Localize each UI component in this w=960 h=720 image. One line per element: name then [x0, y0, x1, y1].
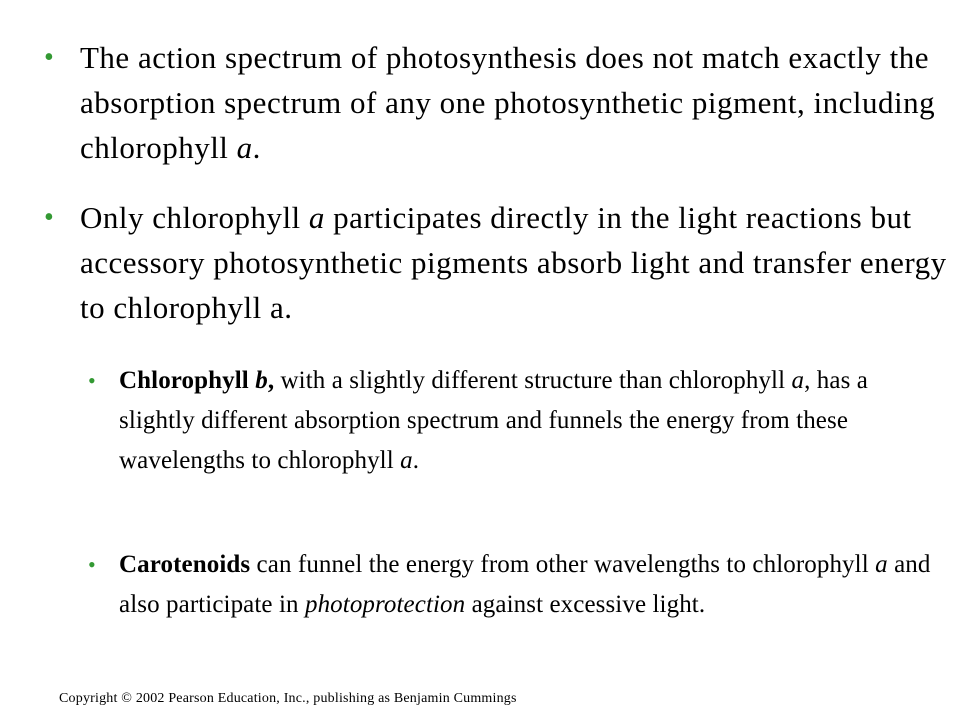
- bold-run: Carotenoids: [119, 551, 251, 578]
- italic-run: a: [875, 551, 888, 578]
- text-run: , has a slightly different absorption spectrum and funnels the energy from these wavelengths to chlorophyll: [119, 367, 868, 474]
- bullet-point-action-spectrum: [80, 35, 950, 170]
- sub-bullet-carotenoids: [119, 545, 949, 625]
- text-run: against excessive light.: [465, 591, 706, 618]
- text-run: can funnel the energy from other wavelengths to chlorophyll: [250, 551, 876, 578]
- text-run: with a slightly different structure than chlorophyll: [274, 367, 792, 394]
- bold-run: Chlorophyll: [119, 367, 256, 394]
- copyright-footer: Copyright © 2002 Pearson Education, Inc., publishing as Benjamin Cummings: [59, 691, 517, 706]
- sub-bullet-chlorophyll-b: [119, 361, 949, 481]
- italic-run: photoprotection: [304, 591, 466, 618]
- text-run: .: [412, 447, 420, 474]
- bold-run: ,: [267, 367, 275, 394]
- text-run: The action spectrum of photosynthesis does not match exactly the absorption spectrum of any one photosynthetic pigment, including chlorophyll: [80, 40, 936, 165]
- bold-italic-letter: b: [255, 367, 268, 394]
- bullet-icon: •: [44, 42, 54, 73]
- bullet-point-chlorophyll-a: [80, 195, 950, 330]
- bullet-icon: •: [88, 368, 96, 393]
- italic-run: a: [308, 200, 325, 235]
- bold-italic-run: [255, 367, 268, 394]
- italic-run: a: [400, 447, 413, 474]
- text-run: Only chlorophyll: [80, 200, 309, 235]
- bullet-icon: •: [44, 202, 54, 233]
- bullet-icon: •: [88, 552, 96, 577]
- text-run: and also participate in: [119, 551, 931, 618]
- italic-run: a: [791, 367, 805, 394]
- text-run: .: [252, 130, 261, 165]
- text-run: participates directly in the light reactions but accessory photosynthetic pigments absorb light and transfer energy to chlorophyll a.: [80, 200, 947, 325]
- italic-run: a: [236, 130, 253, 165]
